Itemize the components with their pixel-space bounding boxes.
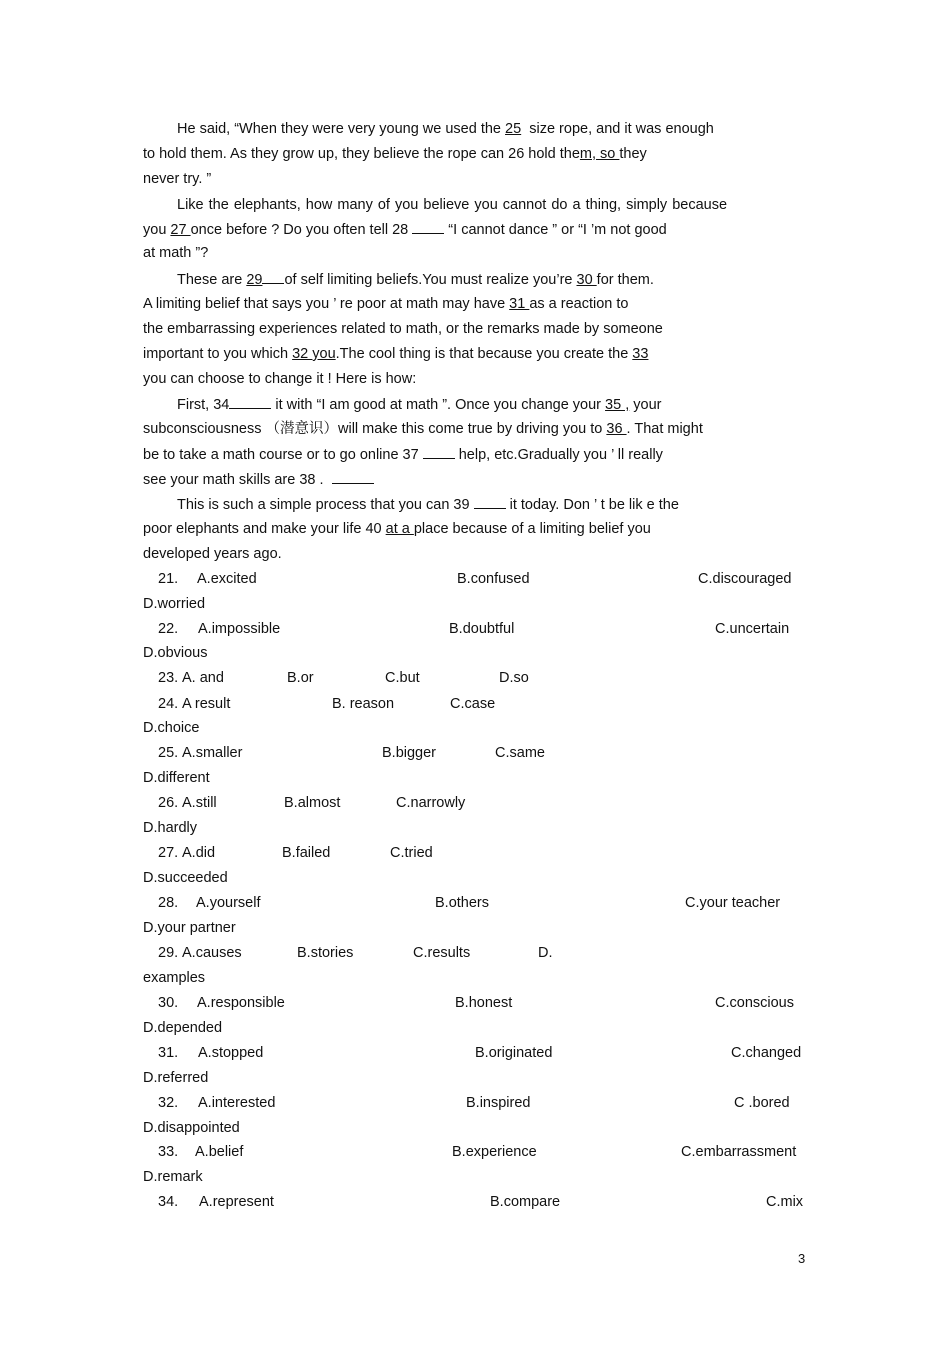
question-25	[0, 743, 950, 763]
option-b: B.compare	[490, 1194, 561, 1210]
option-b: B.failed	[282, 845, 331, 861]
option-c: C.your teacher	[685, 895, 781, 911]
option-b: B.confused	[457, 571, 530, 587]
passage-line: First, 34 it with “I am good at math ”. Once you change your 35 , your	[177, 394, 810, 415]
passage-line: see your math skills are 38 .	[143, 469, 810, 490]
option-c: C.but	[385, 670, 420, 686]
question-number: 31.	[158, 1045, 179, 1061]
option-a: A.did	[182, 845, 216, 861]
passage-line: to hold them. As they grow up, they believe the rope can 26 hold them, so they	[143, 146, 647, 162]
option-a: A.causes	[182, 945, 242, 961]
option-c: C.embarrassment	[681, 1144, 797, 1160]
option-d: D.worried	[143, 596, 206, 612]
question-31-d	[0, 1068, 950, 1088]
answer-blank	[412, 219, 444, 234]
option-c: C.tried	[390, 845, 433, 861]
option-c: C.narrowly	[396, 795, 466, 811]
question-31	[0, 1043, 950, 1063]
option-d: D.obvious	[143, 645, 208, 661]
question-number: 28.	[158, 895, 179, 911]
option-b: B.doubtful	[449, 621, 515, 637]
option-b: B.inspired	[466, 1095, 531, 1111]
passage-line: you 27 once before ? Do you often tell 28 “I cannot dance ” or “I ’m not good	[143, 219, 810, 240]
option-d: D.remark	[143, 1169, 203, 1185]
question-number: 34.	[158, 1194, 179, 1210]
question-number: 25.	[158, 745, 179, 761]
option-b: B.honest	[455, 995, 513, 1011]
question-26	[0, 793, 950, 813]
answer-blank	[262, 269, 284, 284]
blank-answer: 25	[505, 121, 522, 137]
option-d: D.choice	[143, 720, 200, 736]
question-number: 32.	[158, 1095, 179, 1111]
option-c: C.discouraged	[698, 571, 792, 587]
option-a: A.interested	[198, 1095, 276, 1111]
option-c: C.same	[495, 745, 545, 761]
option-d: D.depended	[143, 1020, 223, 1036]
question-30-d	[0, 1018, 950, 1038]
question-27	[0, 843, 950, 863]
option-c: C.conscious	[715, 995, 794, 1011]
answer-blank	[423, 444, 455, 459]
option-a: A.responsible	[197, 995, 285, 1011]
option-b: B. reason	[332, 696, 395, 712]
question-number: 29.	[158, 945, 179, 961]
option-c: C.results	[413, 945, 471, 961]
option-d: D.	[538, 945, 553, 961]
question-23	[0, 668, 950, 688]
passage-line: poor elephants and make your life 40 at a place because of a limiting belief you	[143, 521, 651, 537]
passage-line: This is such a simple process that you can 39 it today. Don ’ t be lik e the	[177, 494, 810, 515]
question-26-d	[0, 818, 950, 838]
option-b: B.others	[435, 895, 489, 911]
question-29	[0, 943, 950, 963]
question-24	[0, 694, 950, 714]
passage-line: developed years ago.	[143, 546, 282, 562]
passage-line: Like the elephants, how many of you believe you cannot do a thing, simply because	[177, 197, 728, 213]
question-29-d	[0, 968, 950, 988]
passage-line: never try. ”	[143, 171, 212, 187]
option-c: C.mix	[766, 1194, 804, 1210]
question-33-d	[0, 1167, 950, 1187]
answer-blank	[474, 494, 506, 509]
option-a: A.smaller	[182, 745, 243, 761]
option-d: D.different	[143, 770, 210, 786]
passage-line: These are 29 of self limiting beliefs.You must realize you’re 30 for them.	[177, 269, 810, 290]
question-30	[0, 993, 950, 1013]
option-a: A.excited	[197, 571, 257, 587]
option-b: B.originated	[475, 1045, 553, 1061]
option-d-text: examples	[143, 970, 206, 986]
question-number: 30.	[158, 995, 179, 1011]
question-number: 23.	[158, 670, 179, 686]
option-c: C.uncertain	[715, 621, 790, 637]
option-b: B.or	[287, 670, 314, 686]
question-27-d	[0, 868, 950, 888]
option-b: B.stories	[297, 945, 354, 961]
option-a: A.impossible	[198, 621, 281, 637]
question-22-d	[0, 643, 950, 663]
passage-line: important to you which 32 you.The cool thing is that because you create the 33	[143, 346, 649, 362]
question-number: 27.	[158, 845, 179, 861]
question-number: 24.	[158, 696, 179, 712]
option-d: D.hardly	[143, 820, 197, 836]
passage-line: He said, “When they were very young we used the 25 size rope, and it was enough	[177, 121, 714, 137]
page-number: 3	[798, 1251, 806, 1266]
question-number: 26.	[158, 795, 179, 811]
question-24-d	[0, 718, 950, 738]
passage-line: the embarrassing experiences related to math, or the remarks made by someone	[143, 321, 663, 337]
question-22	[0, 619, 950, 639]
question-21	[0, 569, 950, 589]
question-33	[0, 1142, 950, 1162]
question-number: 21.	[158, 571, 179, 587]
option-d: D.succeeded	[143, 870, 228, 886]
passage-line: A limiting belief that says you ’ re poor at math may have 31 as a reaction to	[143, 296, 629, 312]
option-a: A result	[182, 696, 231, 712]
answer-blank	[332, 469, 374, 484]
question-32	[0, 1093, 950, 1113]
question-number: 22.	[158, 621, 179, 637]
question-32-d	[0, 1118, 950, 1138]
passage-line: at math ”?	[143, 245, 209, 261]
option-c: C .bored	[734, 1095, 790, 1111]
question-34	[0, 1192, 950, 1212]
option-c: C.case	[450, 696, 496, 712]
option-a: A.stopped	[198, 1045, 264, 1061]
option-a: A. and	[182, 670, 224, 686]
option-a: A.represent	[199, 1194, 274, 1210]
option-b: B.almost	[284, 795, 341, 811]
question-25-d	[0, 768, 950, 788]
question-28	[0, 893, 950, 913]
question-21-d	[0, 594, 950, 614]
passage-line: be to take a math course or to go online 37 help, etc.Gradually you ’ ll really	[143, 444, 810, 465]
question-number: 33.	[158, 1144, 179, 1160]
option-d: D.disappointed	[143, 1120, 240, 1136]
option-d: D.referred	[143, 1070, 209, 1086]
passage-line: you can choose to change it ! Here is how:	[143, 371, 417, 387]
option-b: B.experience	[452, 1144, 537, 1160]
question-28-d	[0, 918, 950, 938]
option-a: A.yourself	[196, 895, 261, 911]
option-a: A.still	[182, 795, 217, 811]
option-d: D.your partner	[143, 920, 236, 936]
option-a: A.belief	[195, 1144, 244, 1160]
option-c: C.changed	[731, 1045, 802, 1061]
option-d: D.so	[499, 670, 529, 686]
passage-line: subconsciousness （潜意识）will make this come true by driving you to 36 . That might	[143, 421, 703, 437]
answer-blank	[229, 394, 271, 409]
option-b: B.bigger	[382, 745, 437, 761]
